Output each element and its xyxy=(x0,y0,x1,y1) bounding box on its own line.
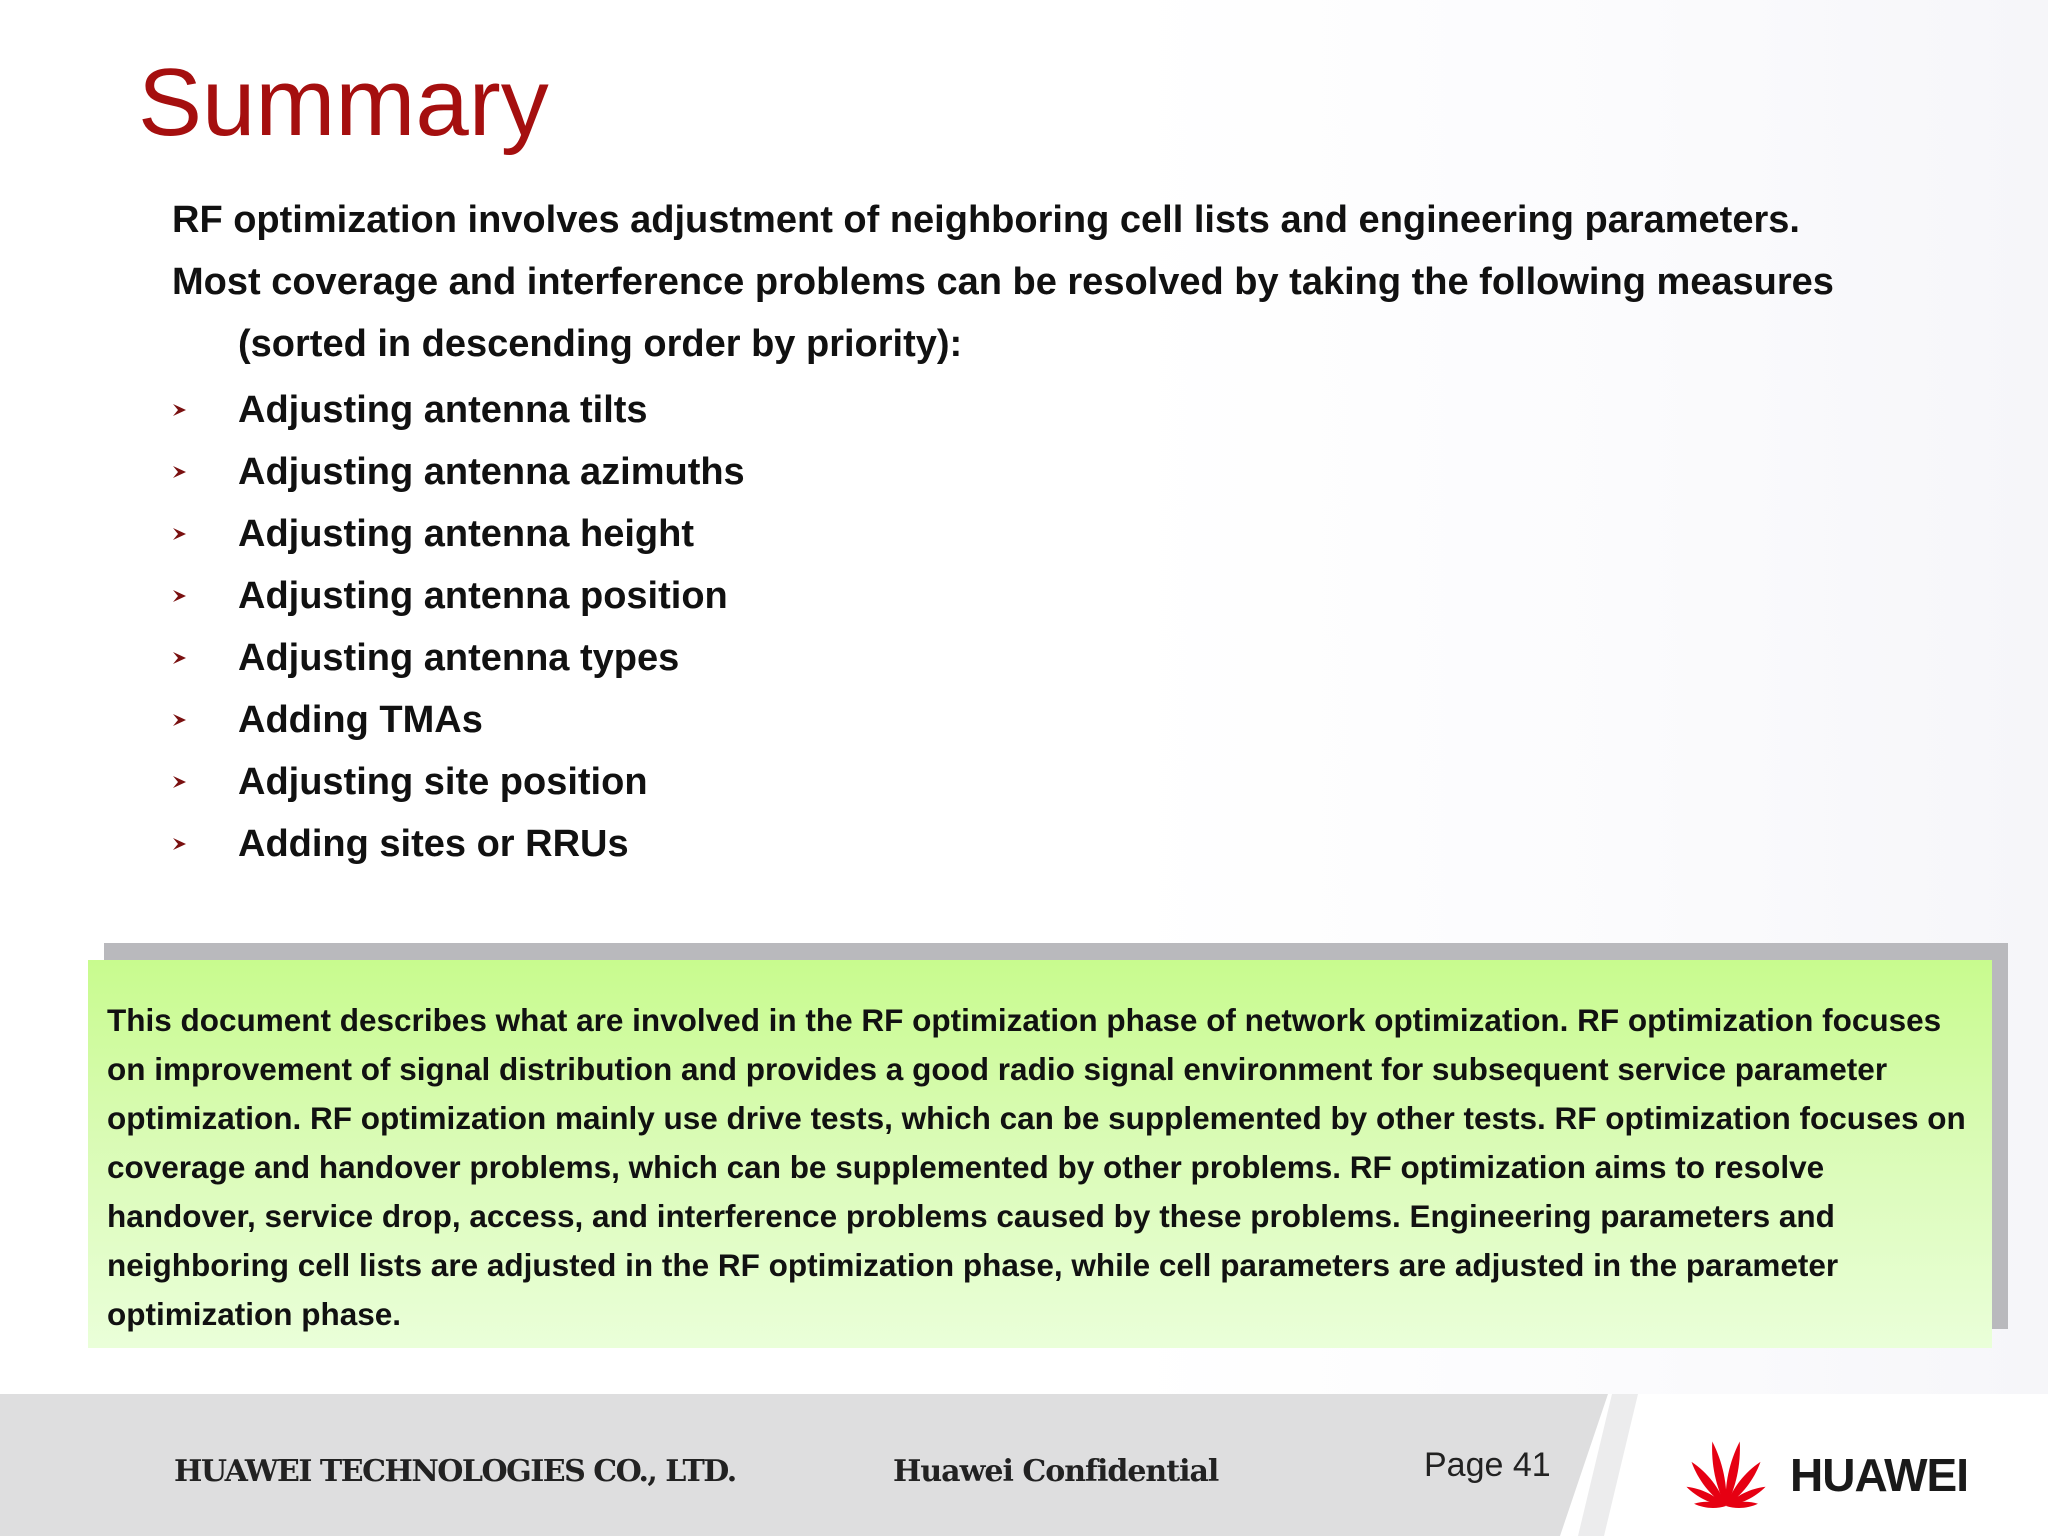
arrow-bullet-icon xyxy=(170,648,190,668)
footer-confidential-label: Huawei Confidential xyxy=(893,1454,1219,1489)
slide-title: Summary xyxy=(138,49,549,156)
note-text: This document describes what are involved in the RF optimization phase of network optimization. RF optimization focuses on improvement of signal distribution and provides a good radio signal environment for subsequent service parameter optimization. RF optimization mainly use drive tests, which can be supplemented by other tests. RF optimization focuses on coverage and handover problems, which can be supplemented by other problems. RF optimization aims to resolve handover, service drop, access, and interference problems caused by these problems. Engineering parameters and neighboring cell lists are adjusted in the RF optimization phase, while cell parameters are adjusted in the parameter optimization phase. xyxy=(107,1002,1966,1332)
intro-line-1: RF optimization involves adjustment of neighboring cell lists and engineering parameters. xyxy=(172,199,1800,241)
arrow-bullet-icon xyxy=(170,772,190,792)
list-item-label: Adjusting site position xyxy=(238,761,648,803)
intro-line-2: Most coverage and interference problems can be resolved by taking the following measures xyxy=(172,261,1834,303)
huawei-logo-text: HUAWEI xyxy=(1790,1449,1968,1501)
list-item-label: Adjusting antenna position xyxy=(238,575,728,617)
arrow-bullet-icon xyxy=(170,834,190,854)
list-item-label: Adjusting antenna types xyxy=(238,637,680,679)
list-item-label: Adjusting antenna azimuths xyxy=(238,451,745,493)
arrow-bullet-icon xyxy=(170,462,190,482)
list-item-label: Adjusting antenna height xyxy=(238,513,694,555)
arrow-bullet-icon xyxy=(170,524,190,544)
page-number: Page 41 xyxy=(1424,1446,1551,1484)
arrow-bullet-icon xyxy=(170,710,190,730)
note-box xyxy=(88,960,1992,1348)
huawei-logo xyxy=(1678,1432,1988,1512)
list-item-label: Adding sites or RRUs xyxy=(238,823,629,865)
list-item-label: Adjusting antenna tilts xyxy=(238,389,648,431)
list-item-label: Adding TMAs xyxy=(238,699,483,741)
intro-line-3: (sorted in descending order by priority): xyxy=(238,323,963,365)
footer-company-name: HUAWEI TECHNOLOGIES CO., LTD. xyxy=(174,1454,736,1489)
arrow-bullet-icon xyxy=(170,586,190,606)
footer xyxy=(0,1394,2048,1536)
huawei-petals-icon xyxy=(1678,1432,1774,1512)
arrow-bullet-icon xyxy=(170,400,190,420)
